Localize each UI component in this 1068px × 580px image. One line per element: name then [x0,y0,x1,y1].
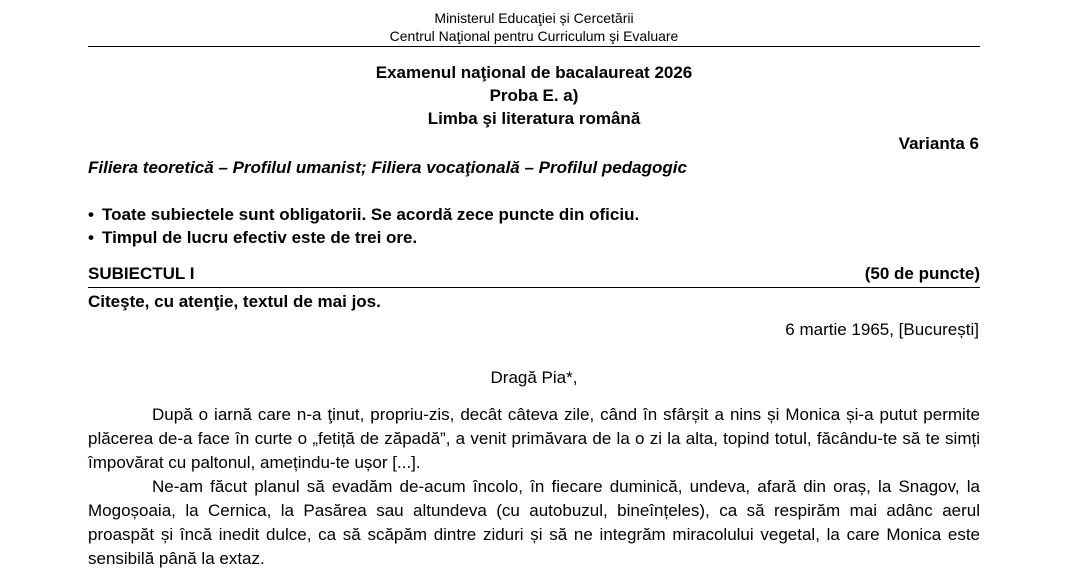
rules-list [88,203,639,249]
subject-instruction: Citeşte, cu atenţie, textul de mai jos. [88,292,381,311]
center-name: Centrul Naţional pentru Curriculum şi Evaluare [389,28,679,44]
rule-item: • Timpul de lucru efectiv este de trei ore. [88,228,418,247]
bullet-icon: • [88,205,94,224]
subject-points: (50 de puncte) [864,264,980,283]
bullet-icon: • [88,228,94,247]
filiera-label: Filiera teoretică – Profilul umanist; Filiera vocaţională – Profilul pedagogic [88,158,687,177]
letter-greeting: Dragă Pia*, [490,368,578,387]
letter-paragraph: După o iarnă care n-a ţinut, propriu-zis, decât câteva zile, când în sfârșit a nins și Monica și-a putut permite plăcerea de-a face în curte o „fetiță de zăpadă”, a venit primăvara de la o zi la alta, topind totul, făcându-te să te simți împovărat cu paltonul, amețindu-te ușor [...]. [88,405,980,472]
letter-body [88,403,980,571]
institution-header [0,9,1068,45]
ministry-name: Ministerul Educaţiei și Cercetării [434,10,634,26]
letter-paragraph: Ne-am făcut planul să evadăm de-acum încolo, în fiecare duminică, undeva, afară din oraș, la Snagov, la Mogoșoaia, la Cernica, la Pasărea sau altundeva (cu autobuzul, bineînțeles), ca să respirăm mai adânc aerul proaspăt și încă inedit dulce, ca să scăpăm dintre ziduri și să ne integrăm miracolului vegetal, la care Monica este sensibilă până la extaz. [88,477,980,568]
exam-title: Examenul naţional de bacalaureat 2026 [375,63,693,82]
header-rule [88,46,980,47]
rule-item: • Toate subiectele sunt obligatorii. Se acordă zece puncte din oficiu. [88,205,640,224]
exam-proba: Proba E. a) [489,86,579,105]
exam-subject: Limba şi literatura română [427,109,641,128]
subject-rule [88,287,980,288]
variant-label: Varianta 6 [898,134,979,153]
letter-date: 6 martie 1965, [București] [785,320,979,339]
subject-heading [88,264,980,284]
exam-title-block [0,61,1068,130]
subject-title: SUBIECTUL I [88,264,195,283]
